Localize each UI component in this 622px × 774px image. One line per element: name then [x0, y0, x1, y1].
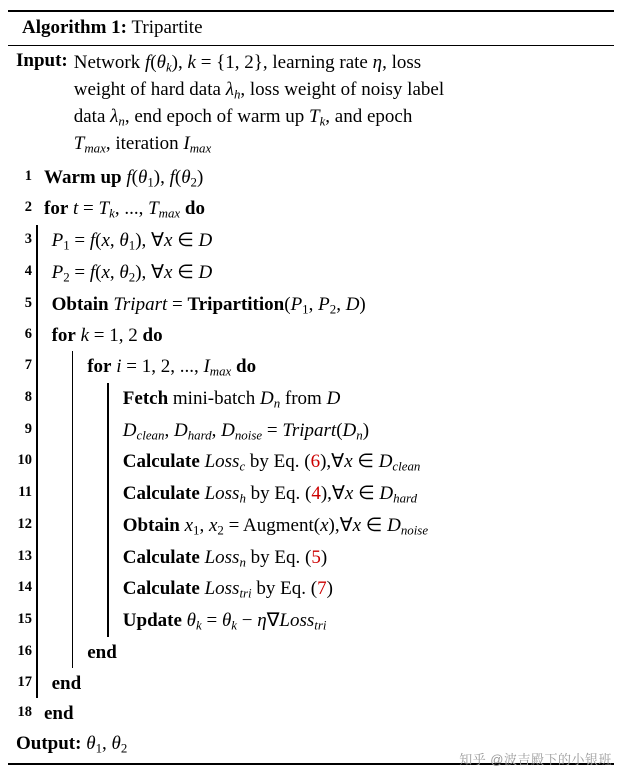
- eq-ref: 4: [311, 483, 321, 505]
- line-text: Obtain Tripart = $Tripartition(P_1$, $P_2$, D): [51, 293, 366, 317]
- input-line-1: Network $f(\theta_k)$, k = {1, 2}, learning rate η, loss: [73, 51, 422, 75]
- line-text: Warm up $f(\theta_1)$, $f(\theta_2)$: [44, 166, 204, 190]
- line-number: 13: [17, 547, 32, 564]
- list-item: [8, 542, 614, 574]
- line-text: Calculate Loss$_h$ by Eq. (4),∀x ∈ $D_{hard}$: [122, 483, 418, 506]
- line-text: end: [44, 703, 74, 725]
- list-item: [8, 605, 614, 637]
- line-number: 6: [24, 326, 32, 343]
- list-item: [8, 289, 614, 321]
- line-text: $P_2 = f(x$, $\theta_2$), ∀x ∈ D: [51, 261, 213, 285]
- list-item: [8, 225, 614, 257]
- input-line-4: $T_{max}$, iteration $I_{max}$: [73, 132, 212, 156]
- output-label: Output:: [16, 733, 82, 755]
- line-number: 3: [24, 231, 32, 248]
- line-number: 7: [24, 357, 32, 374]
- input-block: [8, 46, 614, 160]
- line-number: 2: [24, 199, 32, 216]
- line-number: 15: [17, 611, 32, 628]
- algorithm-title-label: Algorithm 1:: [22, 17, 128, 38]
- line-text: end: [87, 641, 117, 663]
- line-text: Calculate Loss$_n$ by Eq. (5): [122, 546, 328, 570]
- list-item: [8, 668, 614, 699]
- line-number: 14: [17, 579, 32, 596]
- line-number: 9: [24, 420, 32, 437]
- input-text: [68, 46, 454, 160]
- line-number: 18: [17, 704, 32, 721]
- eq-ref: 6: [310, 451, 321, 473]
- eq-ref: 7: [317, 578, 327, 600]
- line-text: Obtain $x_1$, $x_2$ = Augment(x),∀x ∈ $D_{noise}$: [122, 514, 429, 538]
- input-line-2: weight of hard data $\lambda_h$, loss weight of noisy label: [73, 78, 445, 102]
- line-number: 8: [24, 388, 32, 405]
- list-item: [8, 415, 614, 447]
- list-item: [8, 637, 614, 668]
- list-item: [8, 162, 614, 194]
- list-item: [8, 573, 614, 605]
- line-text: Update $\theta_k = \theta_k$ − η∇Loss$_{tri}$: [122, 610, 327, 633]
- algorithm-title-name: Tripartite: [131, 17, 203, 38]
- line-text: $D_{clean}$, $D_{hard}$, $D_{noise}$ = $Tripart(D_n)$: [122, 419, 370, 443]
- line-text: Fetch mini-batch $D_n$ from D: [122, 387, 341, 411]
- line-text: for i = 1, 2, ..., $I_{max}$ do: [87, 356, 257, 379]
- line-number: 11: [18, 484, 32, 501]
- algorithm-title: [8, 12, 614, 45]
- watermark: 知乎 @波吉殿下的小银班: [459, 752, 612, 767]
- line-number: 16: [17, 642, 32, 659]
- line-text: for k = 1, 2 do: [51, 325, 163, 347]
- list-item: [8, 351, 614, 383]
- list-item: [8, 257, 614, 289]
- line-text: Calculate Loss$_c$ by Eq. (6),∀x ∈ $D_{clean}$: [122, 451, 421, 475]
- input-label: Input:: [16, 49, 68, 71]
- line-text: for $t = T_k$, ..., $T_{max}$ do: [44, 198, 205, 222]
- line-number: 1: [24, 167, 32, 184]
- line-number: 4: [24, 262, 32, 279]
- line-text: end: [51, 672, 82, 694]
- line-text: $P_1 = f(x$, $\theta_1$), ∀x ∈ D: [51, 230, 213, 253]
- algorithm-lines: [8, 160, 614, 730]
- eq-ref: 5: [311, 546, 321, 568]
- list-item: [8, 320, 614, 351]
- line-number: 10: [17, 452, 32, 469]
- list-item: [8, 510, 614, 542]
- line-text: Calculate Loss$_{tri}$ by Eq. (7): [122, 578, 333, 602]
- list-item: [8, 193, 614, 225]
- line-number: 5: [24, 294, 32, 311]
- line-number: 12: [17, 515, 32, 532]
- algorithm-block: [8, 10, 614, 765]
- list-item: [8, 698, 614, 729]
- input-line-3: data $\lambda_n$, end epoch of warm up $T_k$, and epoch: [73, 105, 413, 129]
- list-item: [8, 383, 614, 415]
- output-value: $\theta_1$, $\theta_2$: [86, 733, 128, 756]
- line-number: 17: [17, 673, 32, 690]
- list-item: [8, 446, 614, 478]
- list-item: [8, 478, 614, 510]
